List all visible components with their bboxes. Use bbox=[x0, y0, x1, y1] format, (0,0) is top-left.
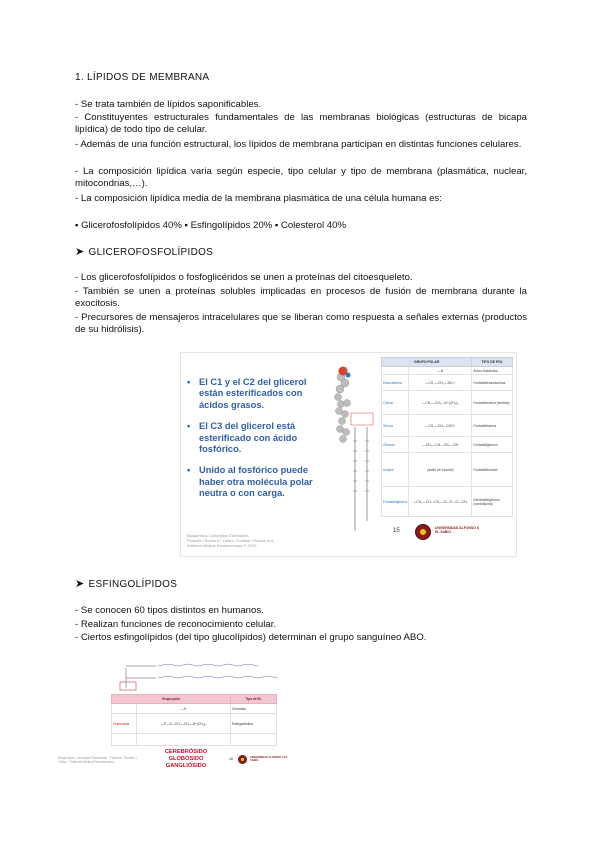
esfingolipid-table bbox=[111, 694, 277, 746]
intro-line-2: - Constituyentes estructurales fundamentales de las membranas biológicas (estructuras de bicapa lipídica) de todo tipo de celular. bbox=[75, 112, 527, 136]
table-cell: Glicerol bbox=[382, 437, 409, 453]
table-header: TIPO DE PGL bbox=[472, 358, 513, 367]
table-cell: (anillo de inositol) bbox=[409, 453, 472, 487]
table-header: Tipo de EL bbox=[231, 695, 277, 704]
table-cell: Fosfatidilserina bbox=[472, 415, 513, 437]
table-cell bbox=[112, 704, 137, 714]
glicero-heading bbox=[75, 246, 527, 259]
table-cell: Difosfatidilglicerol (cardiolipina) bbox=[472, 487, 513, 517]
university-name: UNIVERSIDAD ALFONSO X EL SABIO bbox=[435, 526, 479, 534]
table-header: Grupo polar bbox=[112, 695, 231, 704]
university-seal-icon bbox=[238, 755, 247, 764]
table-cell: Fosfatidilcolina (lecitina) bbox=[472, 391, 513, 415]
slide-bullet: • El C3 del glicerol está esterificado con ácido fosfórico. bbox=[187, 421, 327, 455]
university-name: UNIVERSIDAD ALFONSO X EL SABIO bbox=[250, 756, 288, 762]
glycolipid-label: GLOBÓSIDO bbox=[168, 755, 204, 762]
slide-footer-credits bbox=[187, 533, 337, 548]
ceramide-structure-diagram bbox=[118, 660, 288, 692]
intro-line-4: - La composición lipídica varia según especie, tipo celular y tipo de membrana (plasmática, nuclear, mitocondrias,…). bbox=[75, 166, 527, 190]
table-cell: Fosfatidilglicerol bbox=[472, 437, 513, 453]
slide-footer-line: Feduchi / Romero / Yáñez / Cutillas / García-Hoz bbox=[187, 538, 274, 543]
table-cell bbox=[137, 734, 231, 746]
glicero-line-3: - Precursores de mensajeros intracelulares que se liberan como respuesta a señales externas (productos de su hidrólisis). bbox=[75, 312, 527, 336]
table-cell bbox=[382, 367, 409, 375]
slide-bullet-text: El C1 y el C2 del glicerol están esterificados con ácidos grasos. bbox=[199, 377, 307, 410]
university-seal-icon bbox=[415, 524, 431, 540]
slide-page-number: 15 bbox=[393, 528, 400, 534]
table-cell: —H bbox=[409, 367, 472, 375]
table-cell: Etanolamina bbox=[382, 375, 409, 391]
table-cell: —P—O—CH₂—CH₂—N⁺(CH₃)₃ bbox=[137, 714, 231, 734]
table-cell: —CH₂—CH—CH₂—O—P—O—CH₂ bbox=[409, 487, 472, 517]
slide-bullet: • El C1 y el C2 del glicerol están esterificados con ácidos grasos. bbox=[187, 377, 327, 411]
table-row bbox=[112, 704, 277, 714]
arrow-bullet-icon: ➤ bbox=[75, 578, 85, 590]
table-cell bbox=[231, 734, 277, 746]
slide-footer-line: Bioquímica. Conceptos Esenciales bbox=[187, 533, 249, 538]
esfingo-heading bbox=[75, 578, 527, 591]
glycolipid-labels bbox=[161, 749, 211, 769]
table-cell: Fosfocolina bbox=[112, 714, 137, 734]
intro-line-1: - Se trata también de lípidos saponificables. bbox=[75, 99, 262, 110]
slide-glicerofosfolipidos bbox=[180, 352, 517, 557]
table-cell bbox=[112, 734, 137, 746]
table-row bbox=[382, 437, 513, 453]
table-cell: Fosfatidilinositol bbox=[472, 453, 513, 487]
composition-line: ▪ Glicerofosfolípidos 40% ▪ Esfingolípidos 20% ▪ Colesterol 40% bbox=[75, 220, 346, 231]
slide-bullet-text: Unido al fosfórico puede haber otra molécula polar neutra o con carga. bbox=[199, 465, 313, 499]
table-row bbox=[382, 375, 513, 391]
table-row bbox=[382, 487, 513, 517]
table-cell: Ácido fosfatídico bbox=[472, 367, 513, 375]
table-row bbox=[382, 391, 513, 415]
table-row bbox=[382, 415, 513, 437]
intro-line-5: - La composición lipídica media de la membrana plasmática de una célula humana es: bbox=[75, 193, 442, 204]
phospholipid-molecule-diagram bbox=[331, 361, 377, 541]
table-cell: —CH₂—CH—CH₂—OH bbox=[409, 437, 472, 453]
table-row bbox=[112, 714, 277, 734]
polar-group-table bbox=[381, 357, 513, 517]
glycolipid-label: GANGLIÓSIDO bbox=[165, 762, 207, 769]
table-cell: Fosfatidilglicerol bbox=[382, 487, 409, 517]
table-row bbox=[112, 734, 277, 746]
esfingo-heading-label: ESFINGOLÍPIDOS bbox=[88, 579, 178, 590]
table-cell: —H bbox=[137, 704, 231, 714]
slide-footer-credits: Bioquímica. Conceptos Esenciales · Feduchi / Romero / Yáñez · Editorial Médica Panamericana bbox=[58, 756, 138, 764]
table-row bbox=[382, 453, 513, 487]
table-cell: —CH₂—CH₂—NH₃⁺ bbox=[409, 375, 472, 391]
arrow-bullet-icon: ➤ bbox=[75, 246, 85, 258]
table-cell: Colina bbox=[382, 391, 409, 415]
table-cell: —CH₂—CH₂—N⁺(CH₃)₃ bbox=[409, 391, 472, 415]
glicero-line-2: - También se unen a proteínas solubles implicadas en procesos de fusión de membrana durante la exocitosis. bbox=[75, 286, 527, 310]
glicero-heading-label: GLICEROFOSFOLÍPIDOS bbox=[88, 247, 214, 258]
slide-bullet: • Unido al fosfórico puede haber otra molécula polar neutra o con carga. bbox=[187, 465, 327, 499]
table-cell: Esfingomielina bbox=[231, 714, 277, 734]
table-row bbox=[382, 367, 513, 375]
intro-line-3: - Además de una función estructural, los lípidos de membrana participan en distintas funciones celulares. bbox=[75, 139, 522, 150]
table-cell: Inositol bbox=[382, 453, 409, 487]
glicero-line-1: - Los glicerofosfolípidos o fosfoglicéridos se unen a proteínas del citoesqueleto. bbox=[75, 272, 413, 283]
section-heading-lipidos-membrana: 1. LÍPIDOS DE MEMBRANA bbox=[75, 72, 210, 83]
table-cell: Serina bbox=[382, 415, 409, 437]
table-header: GRUPO POLAR bbox=[382, 358, 472, 367]
esfingo-line-3: - Ciertos esfingolípidos (del tipo glucolípidos) determinan el grupo sanguíneo ABO. bbox=[75, 632, 427, 643]
table-cell: Fosfatidiletanolamina bbox=[472, 375, 513, 391]
slide-esfingolipidos bbox=[58, 656, 298, 774]
slide-bullet-list bbox=[187, 377, 327, 510]
table-cell: Ceramida bbox=[231, 704, 277, 714]
esfingo-line-1: - Se conocen 60 tipos distintos en humanos. bbox=[75, 605, 264, 616]
glycolipid-label: CEREBRÓSIDO bbox=[164, 749, 208, 755]
esfingo-line-2: - Realizan funciones de reconocimiento celular. bbox=[75, 619, 277, 630]
slide-bullet-text: El C3 del glicerol está esterificado con ácido fosfórico. bbox=[199, 421, 298, 455]
table-cell: —CH₂—CH—COO⁻ bbox=[409, 415, 472, 437]
slide-footer-line: Editorial Médica Panamericana © 2015 bbox=[187, 543, 257, 548]
slide-page-number: 16 bbox=[229, 757, 233, 761]
